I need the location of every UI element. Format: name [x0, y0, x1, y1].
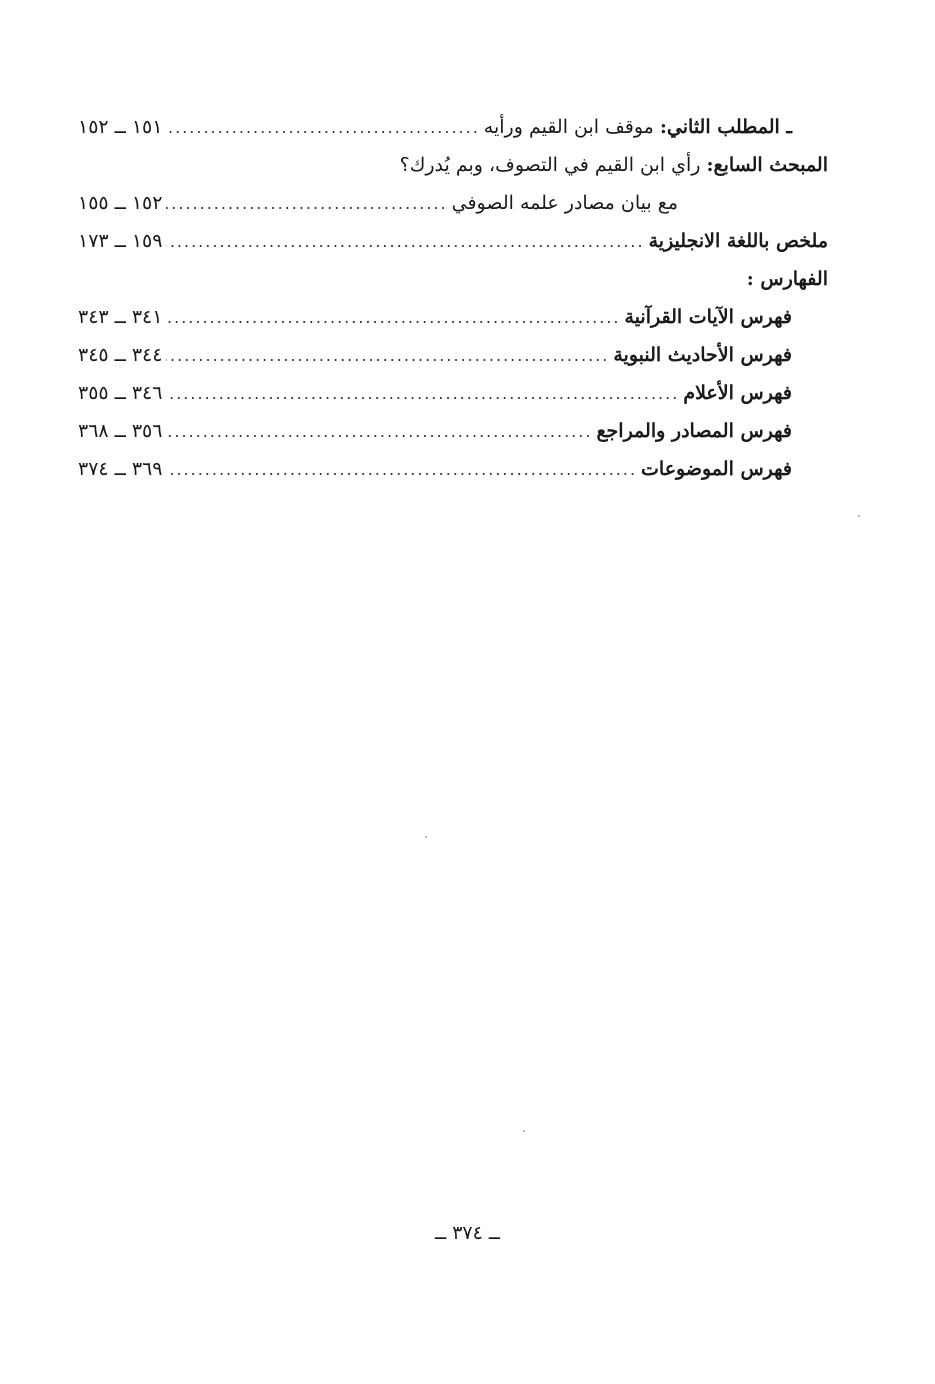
toc-entry-title: موقف ابن القيم ورأيه	[483, 116, 660, 138]
toc-entry-pages: ١٥٩ ــ ١٧٣	[78, 230, 163, 252]
toc-entry-pages: ٣٥٦ ــ ٣٦٨	[78, 420, 163, 442]
toc-entry	[78, 298, 828, 336]
scan-speck	[425, 836, 427, 838]
toc-entry-pages: ١٥٢ ــ ١٥٥	[78, 192, 163, 214]
toc-entry-pages: ٣٤١ ــ ٣٤٣	[78, 306, 163, 328]
indexes-heading: الفهارس :	[746, 268, 828, 290]
toc-entry-pages: ٣٦٩ ــ ٣٧٤	[78, 458, 163, 480]
toc-entry-pages: ٣٤٤ ــ ٣٤٥	[78, 344, 163, 366]
toc-entry	[78, 374, 828, 412]
toc-entry-label	[400, 146, 828, 184]
toc-entry-pages: ٣٤٦ ــ ٣٥٥	[78, 382, 163, 404]
toc-entry-pages: ١٥١ ــ ١٥٢	[78, 116, 163, 138]
toc-entry	[78, 108, 828, 146]
leader-dots	[166, 375, 679, 413]
toc-entry-label: فهرس الآيات القرآنية	[624, 306, 792, 328]
toc-entry-title: رأي ابن القيم في التصوف، وبم يُدرك؟	[399, 154, 707, 176]
leader-dots	[166, 299, 620, 337]
scan-speck	[858, 515, 860, 517]
table-of-contents	[78, 108, 828, 488]
leader-dots	[166, 413, 592, 451]
toc-entry-label: فهرس المصادر والمراجع	[596, 420, 792, 442]
toc-entry	[78, 336, 828, 374]
toc-entry-heading: المبحث السابع:	[706, 154, 828, 176]
toc-entry	[78, 412, 828, 450]
leader-dots	[166, 109, 479, 147]
leader-dots	[166, 185, 447, 223]
toc-entry	[78, 450, 828, 488]
page-number: ــ ٣٧٤ ــ	[435, 1222, 500, 1244]
leader-dots	[166, 337, 609, 375]
toc-entry-heading: ـ المطلب الثاني:	[659, 116, 792, 138]
toc-entry	[78, 184, 828, 222]
toc-entry-label: فهرس الأعلام	[683, 382, 792, 404]
leader-dots	[166, 223, 644, 261]
toc-entry-label: مع بيان مصادر علمه الصوفي	[451, 192, 678, 214]
toc-entry-label: فهرس الموضوعات	[641, 458, 792, 480]
toc-entry-label: ملخص باللغة الانجليزية	[648, 230, 828, 252]
leader-dots	[166, 451, 637, 489]
toc-entry-label	[484, 108, 792, 146]
scan-speck	[523, 1130, 525, 1132]
toc-entry-label: فهرس الأحاديث النبوية	[613, 344, 792, 366]
toc-entry	[78, 146, 828, 184]
toc-entry	[78, 222, 828, 260]
